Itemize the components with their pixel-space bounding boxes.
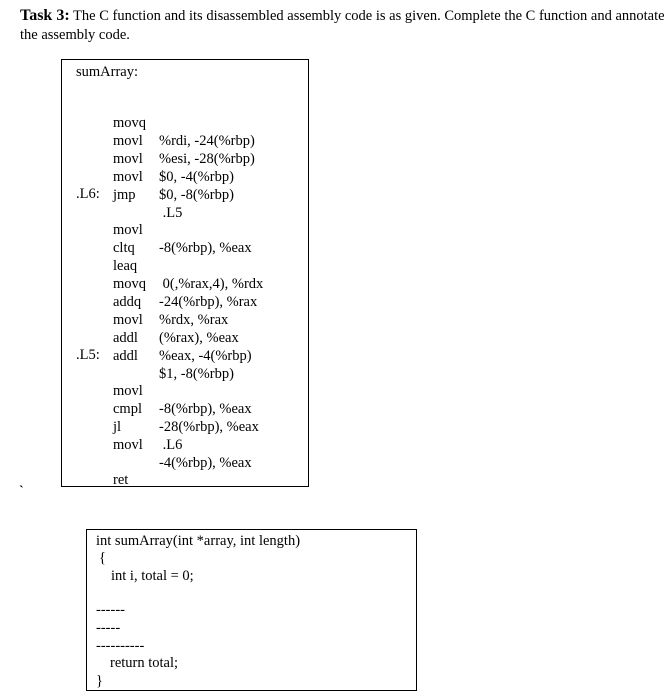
asm-operands: $0, -4(%rbp) (159, 169, 234, 185)
task-label: Task 3: (20, 7, 70, 24)
asm-function-label: sumArray: (76, 64, 139, 80)
asm-opcode: ret (113, 472, 129, 488)
asm-line-ret (62, 453, 310, 507)
asm-opcode: movl (113, 222, 143, 238)
asm-opcode: addq (113, 294, 142, 310)
asm-operands: $0, -8(%rbp) (159, 187, 234, 203)
task-statement (20, 6, 665, 45)
c-return-statement: return total; (110, 655, 179, 671)
task-description: The C function and its disassembled assembly code is as given. Complete the C function and annotate the assembly code. (20, 8, 665, 43)
stray-tick-mark: ` (19, 484, 24, 499)
assembly-box (61, 59, 309, 487)
asm-label-l6: .L6: (76, 186, 100, 202)
asm-operands: (%rax), %eax (159, 330, 239, 346)
asm-operands: -28(%rbp), %eax (159, 419, 259, 435)
asm-operands: %rdx, %rax (159, 312, 229, 328)
c-blank-line-3: ---------- (96, 638, 145, 654)
asm-opcode: movl (113, 151, 143, 167)
c-code-box (86, 529, 417, 691)
c-blank-line-2: ----- (96, 620, 121, 636)
asm-opcode: movl (113, 383, 143, 399)
asm-opcode: movl (113, 133, 143, 149)
asm-operands: .L6 (159, 437, 183, 453)
asm-operands: -4(%rbp), %eax (159, 455, 252, 471)
c-declaration: int i, total = 0; (111, 568, 194, 584)
asm-opcode: movl (113, 169, 143, 185)
asm-operands: $1, -8(%rbp) (159, 366, 234, 382)
asm-operands: -24(%rbp), %rax (159, 294, 258, 310)
asm-operands: -8(%rbp), %eax (159, 401, 252, 417)
c-close-brace: } (96, 673, 103, 689)
asm-opcode: addl (113, 330, 138, 346)
asm-opcode: movl (113, 312, 143, 328)
asm-opcode: jl (113, 419, 122, 435)
asm-operands: %eax, -4(%rbp) (159, 348, 252, 364)
asm-operands: %rdi, -24(%rbp) (159, 133, 255, 149)
asm-opcode: movq (113, 276, 147, 292)
asm-opcode: jmp (113, 187, 136, 203)
asm-opcode: leaq (113, 258, 138, 274)
asm-operands: -8(%rbp), %eax (159, 240, 252, 256)
asm-opcode: movl (113, 437, 143, 453)
asm-label-l5: .L5: (76, 347, 100, 363)
asm-opcode: addl (113, 348, 138, 364)
asm-opcode: cltq (113, 240, 135, 256)
asm-operands: 0(,%rax,4), %rdx (159, 276, 264, 292)
asm-operands: .L5 (159, 205, 183, 221)
asm-opcode: movq (113, 115, 147, 131)
c-signature: int sumArray(int *array, int length) (96, 533, 301, 549)
c-open-brace: { (99, 550, 106, 566)
c-blank-line-1: ------ (96, 602, 125, 618)
asm-opcode: cmpl (113, 401, 142, 417)
asm-operands: %esi, -28(%rbp) (159, 151, 255, 167)
